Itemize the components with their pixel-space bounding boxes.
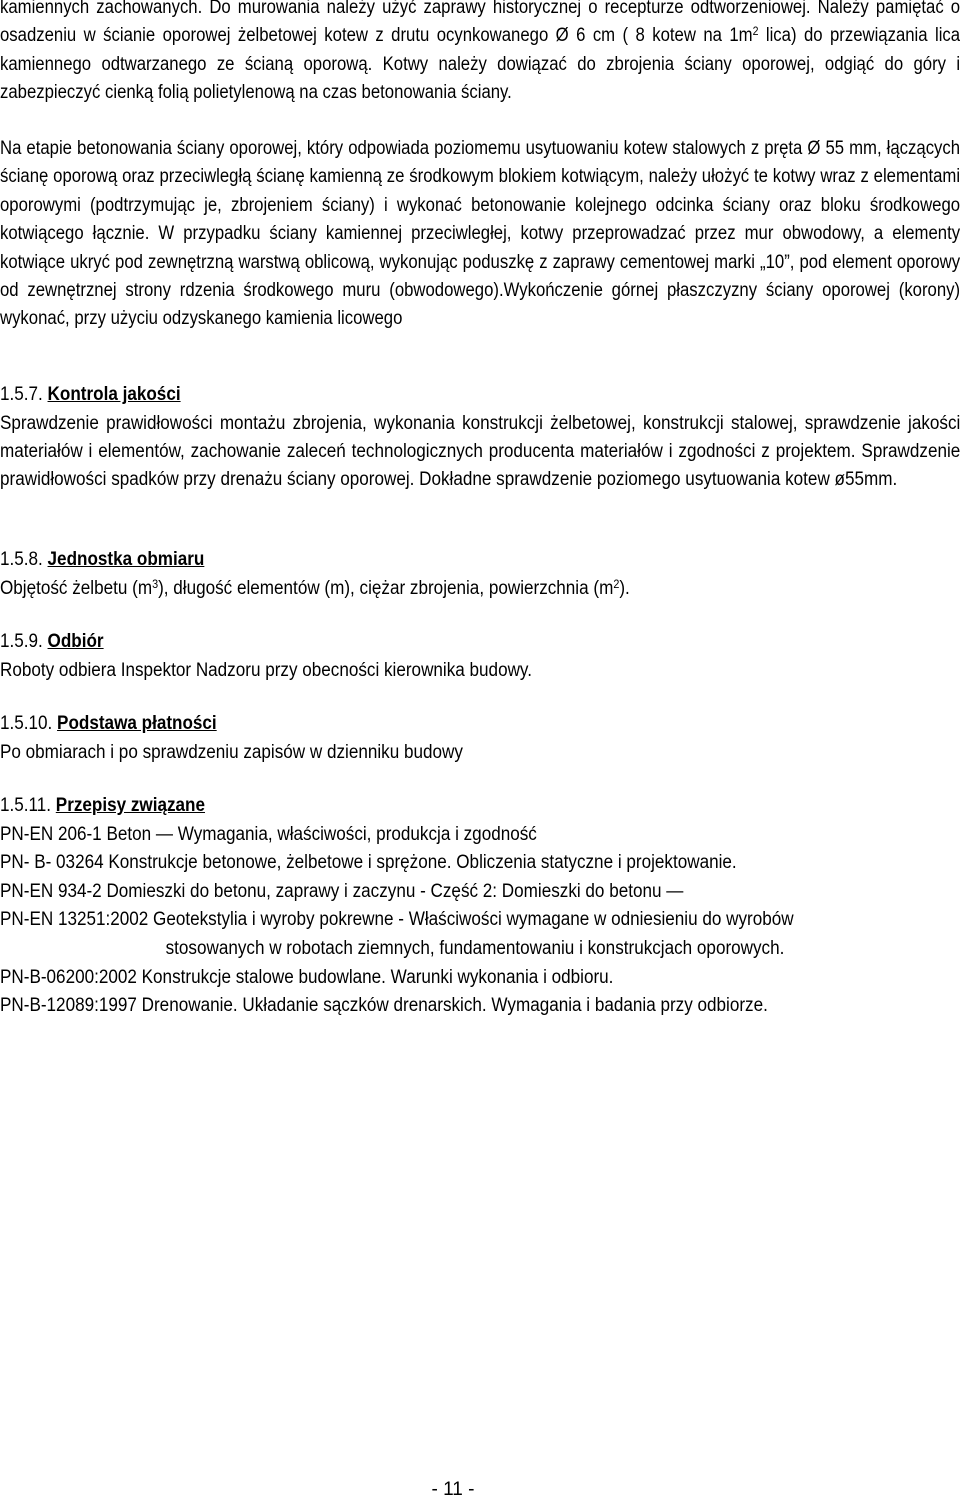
intro-superscript: 2 bbox=[752, 24, 759, 39]
section-body: Objętość żelbetu $(m^3)$, długość elementów (m), ciężar zbrojenia, powierzchnia $(m^2)$. bbox=[0, 576, 630, 599]
standard-reference: PN-EN 13251:2002 Geotekstylia i wyroby pokrewne - Właściwości wymagane w odniesieniu do wyrobów bbox=[0, 909, 794, 931]
standard-reference-continuation: stosowanych w robotach ziemnych, fundamentowaniu i konstrukcjach oporowych. bbox=[165, 937, 785, 959]
section-heading: 1.5.11. Przepisy związane bbox=[0, 795, 206, 816]
section-body: Roboty odbiera Inspektor Nadzoru przy obecności kierownika budowy. bbox=[0, 659, 532, 681]
section-heading: 1.5.9. Odbiór bbox=[0, 631, 104, 652]
section-body: Po obmiarach i po sprawdzeniu zapisów w dzienniku budowy bbox=[0, 741, 463, 763]
standard-reference: PN-EN 934-2 Domieszki do betonu, zaprawy i zaczynu - Część 2: Domieszki do betonu — bbox=[0, 880, 684, 902]
anchoring-paragraph-block bbox=[0, 135, 960, 334]
intro-paragraph bbox=[0, 0, 960, 108]
standard-reference: PN-B-12089:1997 Drenowanie. Układanie sączków drenarskich. Wymagania i badania przy odbiorze. bbox=[0, 995, 768, 1017]
section-acceptance bbox=[0, 628, 960, 685]
standard-reference: PN- B- 03264 Konstrukcje betonowe, żelbetowe i sprężone. Obliczenia statyczne i projektowanie. bbox=[0, 852, 737, 874]
section-quality-control bbox=[0, 381, 960, 495]
standard-reference: PN-EN 206-1 Beton — Wymagania, właściwości, produkcja i zgodność bbox=[0, 823, 537, 845]
page-number: - 11 - bbox=[431, 1479, 475, 1500]
intro-text-a: kamiennych zachowanych. Do murowania należy użyć zaprawy historycznej o recepturze odtworzeniowej. Należy pamiętać o osadzeniu w ścianie oporowej żelbetowej kotew z drutu ocynkowanego Ø 6 cm ( 8 kotew na 1m bbox=[0, 0, 960, 47]
section-body: Sprawdzenie prawidłowości montażu zbrojenia, wykonania konstrukcji żelbetowej, konstrukcji stalowej, sprawdzenie jakości materiałów i elementów, zachowanie zaleceń technologicznych producenta materiałów i zgodności z projektem. Sprawdzenie prawidłowości spadków przy drenażu ściany oporowej. Dokładne sprawdzenie poziomego usytuowania kotew ø55mm. bbox=[0, 412, 960, 491]
section-heading: 1.5.8. Jednostka obmiaru bbox=[0, 549, 205, 570]
section-payment-basis bbox=[0, 710, 960, 767]
section-related-standards bbox=[0, 792, 960, 1021]
section-heading: 1.5.10. Podstawa płatności bbox=[0, 713, 217, 734]
intro-text-b: lica) do przewiązania lica kamiennego odtwarzanego ze ścianą oporową. Kotwy należy dowiązać do zbrojenia ściany oporowej, odgiąć do góry i zabezpieczyć cienką folią polietylenową na czas betonowania ściany. bbox=[0, 25, 960, 104]
anchoring-paragraph: Na etapie betonowania ściany oporowej, który odpowiada poziomemu usytuowaniu kotew stalowych z pręta Ø 55 mm, łączących ścianę oporową oraz przeciwległą ścianę kamienną ze środkowym blokiem kotwiącym, należy ułożyć te kotwy wraz z elementami oporowymi (podtrzymując je, zbrojeniem ściany) i wykonać betonowanie kolejnego odcinka ściany oraz bloku środkowego kotwiącego łącznie. W przypadku ściany kamiennej przeciwległej, kotwy przeprowadzać przez mur obwodowy, a elementy kotwiące ukryć pod zewnętrzną warstwą oblicową, wykonując poduszkę z zaprawy cementowej marki „10”, pod element oporowy od zewnętrznej strony rdzenia środkowego muru (obwodowego).Wykończenie górnej płaszczyzny ściany oporowej (korony) wykonać, przy użyciu odzyskanego kamienia licowego bbox=[0, 138, 960, 330]
standard-reference: PN-B-06200:2002 Konstrukcje stalowe budowlane. Warunki wykonania i odbioru. bbox=[0, 966, 614, 988]
section-measurement-unit bbox=[0, 546, 960, 603]
section-heading: 1.5.7. Kontrola jakości bbox=[0, 384, 181, 405]
intro-paragraph-block bbox=[0, 0, 960, 108]
